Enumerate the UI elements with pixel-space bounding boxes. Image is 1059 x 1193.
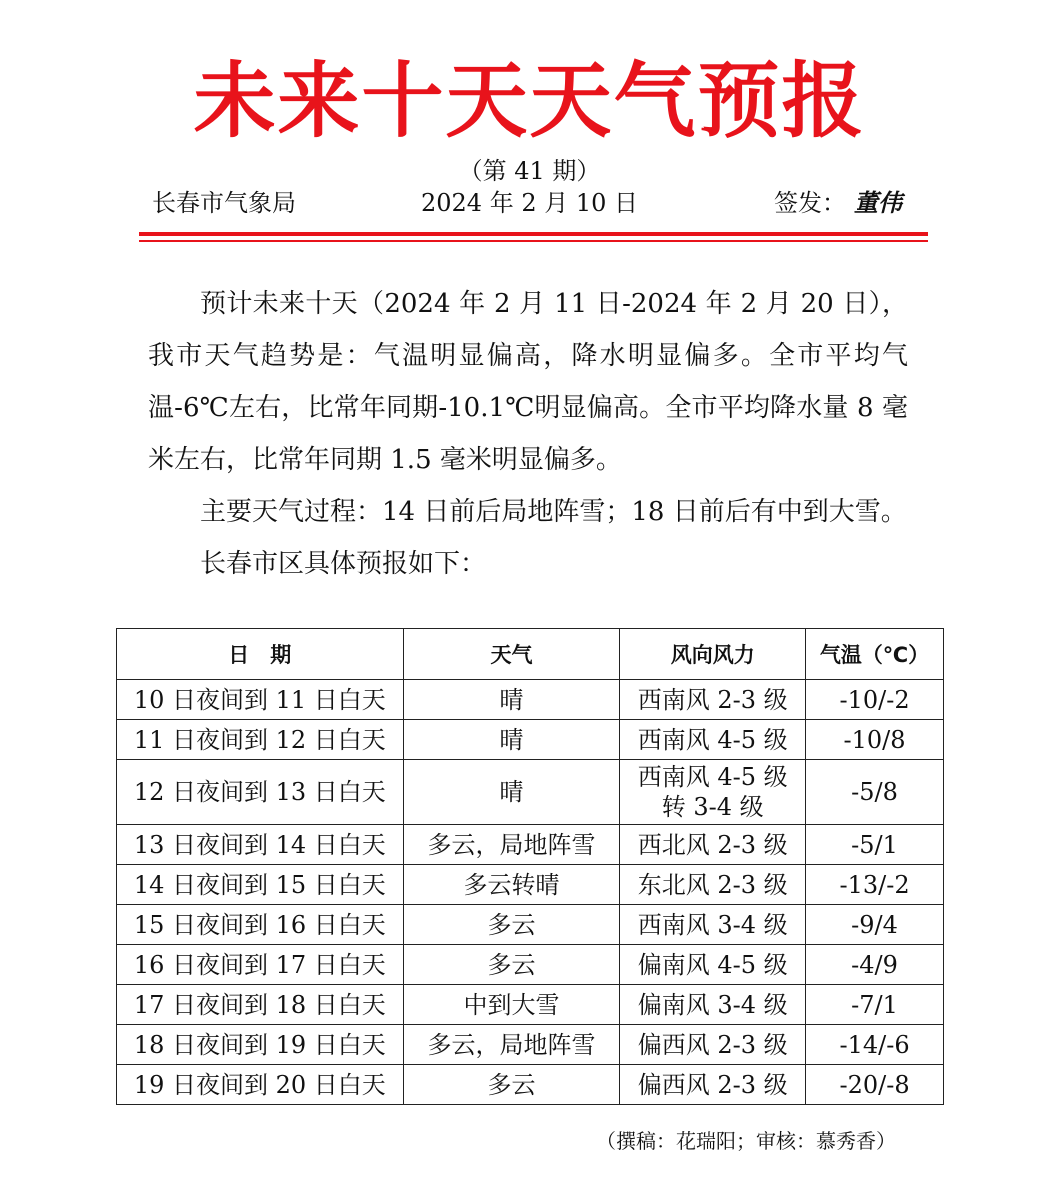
table-row	[117, 760, 944, 825]
cell-date: 19 日夜间到 20 日白天	[117, 1065, 404, 1105]
signature-block	[774, 188, 902, 218]
cell-temperature: -20/-8	[806, 1065, 944, 1105]
wind-line-continued: 转 3-4 级	[661, 793, 764, 821]
summary-paragraph-intro: 长春市区具体预报如下：	[200, 549, 487, 579]
cell-wind	[620, 720, 806, 760]
cell-weather: 晴	[403, 760, 620, 825]
wind-line: 东北风 2-3 级	[637, 870, 788, 899]
cell-weather: 晴	[403, 680, 620, 720]
issuing-organization: 长春市气象局	[152, 189, 296, 217]
table-row	[117, 985, 944, 1025]
cell-date: 18 日夜间到 19 日白天	[117, 1025, 404, 1065]
cell-date: 10 日夜间到 11 日白天	[117, 680, 404, 720]
cell-wind	[620, 1065, 806, 1105]
wind-line: 西南风 4-5 级	[637, 763, 788, 791]
bulletin-title: 未来十天天气预报	[193, 54, 866, 149]
forecast-summary	[148, 278, 908, 590]
cell-wind	[620, 760, 806, 825]
cell-date: 11 日夜间到 12 日白天	[117, 720, 404, 760]
sign-label: 签发：	[774, 189, 846, 217]
cell-wind	[620, 945, 806, 985]
cell-date: 14 日夜间到 15 日白天	[117, 865, 404, 905]
wind-line: 西北风 2-3 级	[637, 830, 788, 859]
cell-wind	[620, 680, 806, 720]
header-temperature: 气温（℃）	[806, 629, 944, 680]
table-row	[117, 825, 944, 865]
wind-line: 偏南风 4-5 级	[637, 950, 788, 979]
header-date: 日 期	[117, 629, 404, 680]
cell-wind	[620, 985, 806, 1025]
cell-temperature: -10/-2	[806, 680, 944, 720]
header-divider-thin	[139, 240, 928, 242]
wind-line: 偏西风 2-3 级	[637, 1030, 788, 1059]
wind-line: 西南风 3-4 级	[637, 910, 788, 939]
table-row	[117, 865, 944, 905]
cell-date: 13 日夜间到 14 日白天	[117, 825, 404, 865]
wind-line: 西南风 4-5 级	[637, 725, 788, 754]
cell-temperature: -13/-2	[806, 865, 944, 905]
header-divider-thick	[139, 232, 928, 236]
header-wind: 风向风力	[620, 629, 806, 680]
wind-line: 西南风 2-3 级	[637, 685, 788, 714]
cell-temperature: -7/1	[806, 985, 944, 1025]
cell-weather: 多云，局地阵雪	[403, 825, 620, 865]
cell-temperature: -14/-6	[806, 1025, 944, 1065]
table-row	[117, 680, 944, 720]
table-row	[117, 720, 944, 760]
table-row	[117, 945, 944, 985]
cell-temperature: -5/1	[806, 825, 944, 865]
cell-wind	[620, 825, 806, 865]
cell-date: 12 日夜间到 13 日白天	[117, 760, 404, 825]
cell-temperature: -10/8	[806, 720, 944, 760]
cell-wind	[620, 1025, 806, 1065]
wind-line: 偏南风 3-4 级	[637, 990, 788, 1019]
signer-name: 董伟	[854, 188, 902, 217]
cell-weather: 多云	[403, 905, 620, 945]
cell-weather: 晴	[403, 720, 620, 760]
summary-paragraph-processes: 主要天气过程：14 日前后局地阵雪；18 日前后有中到大雪。	[200, 497, 907, 527]
cell-weather: 多云	[403, 945, 620, 985]
cell-temperature: -9/4	[806, 905, 944, 945]
issue-number: （第 41 期）	[458, 157, 601, 185]
cell-date: 17 日夜间到 18 日白天	[117, 985, 404, 1025]
cell-wind	[620, 905, 806, 945]
cell-weather: 中到大雪	[403, 985, 620, 1025]
cell-date: 16 日夜间到 17 日白天	[117, 945, 404, 985]
cell-weather: 多云转晴	[403, 865, 620, 905]
table-header-row	[117, 629, 944, 680]
table-row	[117, 1025, 944, 1065]
cell-temperature: -4/9	[806, 945, 944, 985]
summary-paragraph-trend: 预计未来十天（2024 年 2 月 11 日-2024 年 2 月 20 日），我市天气趋势是：气温明显偏高，降水明显偏多。全市平均气温-6℃左右，比常年同期-10.1℃明显偏高。全市平均降水量 8 毫米左右，比常年同期 1.5 毫米明显偏多。	[148, 289, 908, 475]
cell-weather: 多云	[403, 1065, 620, 1105]
forecast-table	[116, 628, 944, 1105]
cell-date: 15 日夜间到 16 日白天	[117, 905, 404, 945]
issue-date: 2024 年 2 月 10 日	[420, 189, 639, 217]
header-weather: 天气	[403, 629, 620, 680]
cell-wind	[620, 865, 806, 905]
wind-line: 偏西风 2-3 级	[637, 1070, 788, 1099]
table-row	[117, 1065, 944, 1105]
cell-temperature: -5/8	[806, 760, 944, 825]
author-credits: （撰稿：花瑞阳；审核：慕秀香）	[596, 1129, 896, 1153]
cell-weather: 多云，局地阵雪	[403, 1025, 620, 1065]
table-row	[117, 905, 944, 945]
